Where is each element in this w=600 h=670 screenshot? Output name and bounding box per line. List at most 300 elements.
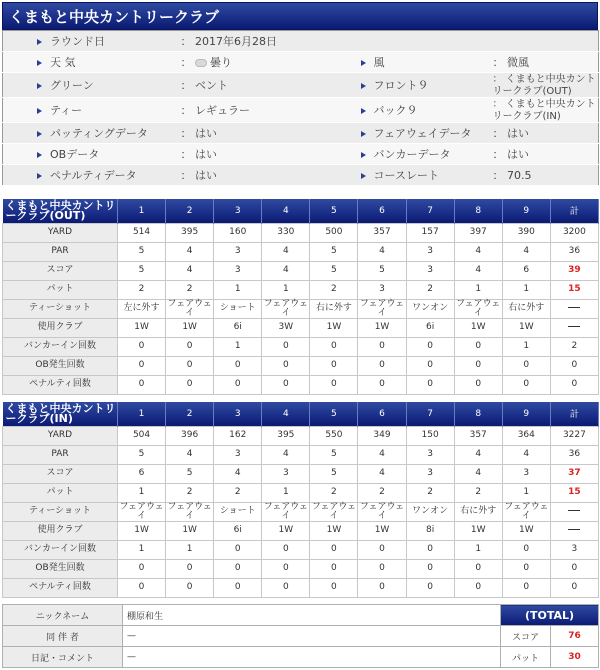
info-value: ： ベント xyxy=(180,78,228,92)
bullet-icon xyxy=(361,131,366,137)
row-label: バンカーイン回数 xyxy=(3,540,118,559)
info-row xyxy=(3,165,599,186)
score-cell: 1W xyxy=(118,521,166,540)
score-cell: 1 xyxy=(262,483,310,502)
hole-number: 9 xyxy=(502,402,550,426)
score-cell: 0 xyxy=(214,559,262,578)
score-cell: フェアウェイ xyxy=(311,501,357,521)
row-label: ティーショット xyxy=(3,502,118,521)
summary-footer xyxy=(2,604,599,668)
row-label: パット xyxy=(3,280,118,299)
score-cell: 0 xyxy=(118,578,166,597)
score-cell: 397 xyxy=(454,223,502,242)
score-cell: 1W xyxy=(310,521,358,540)
score-cell: 0 xyxy=(262,540,310,559)
score-cell: 15 xyxy=(550,280,598,299)
info-value: ： はい xyxy=(180,126,217,140)
score-cell: 514 xyxy=(118,223,166,242)
score-cell: フェアウェイ xyxy=(359,501,405,521)
score-cell: 0 xyxy=(166,578,214,597)
score-cell: 0 xyxy=(358,337,406,356)
row-label: ペナルティ回数 xyxy=(3,375,118,394)
hole-number: 計 xyxy=(550,199,598,223)
bullet-icon xyxy=(361,83,366,89)
bullet-icon xyxy=(37,108,42,114)
score-cell: 1 xyxy=(262,280,310,299)
score-cell: 4 xyxy=(358,464,406,483)
score-cell: 349 xyxy=(358,426,406,445)
score-cell: 0 xyxy=(550,559,598,578)
table-row xyxy=(3,464,599,483)
score-cell: ワンオン xyxy=(406,299,454,318)
bullet-icon xyxy=(361,152,366,158)
score-cell: 2 xyxy=(550,337,598,356)
score-cell: 1W xyxy=(502,521,550,540)
score-cell: 4 xyxy=(166,242,214,261)
score-cell xyxy=(550,502,598,521)
info-row xyxy=(3,144,599,165)
score-cell: フェアウェイ xyxy=(456,298,501,318)
score-cell: 0 xyxy=(406,337,454,356)
score-cell: 4 xyxy=(262,445,310,464)
score-cell: 0 xyxy=(310,578,358,597)
total-header: (TOTAL) xyxy=(501,605,599,626)
table-row xyxy=(3,559,599,578)
score-cell: 8i xyxy=(406,521,454,540)
hole-number: 3 xyxy=(214,199,262,223)
score-cell: 3 xyxy=(406,242,454,261)
score-cell: 0 xyxy=(358,578,406,597)
score-cell: 0 xyxy=(262,559,310,578)
bullet-icon xyxy=(361,108,366,114)
score-cell: 0 xyxy=(310,540,358,559)
row-label: バンカーイン回数 xyxy=(3,337,118,356)
score-cell: 504 xyxy=(118,426,166,445)
score-cell: 3 xyxy=(214,242,262,261)
row-label: 使用クラブ xyxy=(3,521,118,540)
row-label: OB発生回数 xyxy=(3,356,118,375)
score-cell: 3 xyxy=(358,280,406,299)
score-cell: 4 xyxy=(358,242,406,261)
row-label: OB発生回数 xyxy=(3,559,118,578)
table-row xyxy=(3,356,599,375)
score-cell: 6i xyxy=(214,521,262,540)
score-cell: 157 xyxy=(406,223,454,242)
score-cell: 3 xyxy=(406,464,454,483)
score-cell: 0 xyxy=(118,356,166,375)
table-row xyxy=(3,261,599,280)
info-label: コースレート xyxy=(373,168,439,182)
score-cell: 4 xyxy=(262,242,310,261)
hole-number: 5 xyxy=(310,402,358,426)
score-cell: 3 xyxy=(406,261,454,280)
score-cell: ショート xyxy=(214,502,262,521)
score-cell xyxy=(550,299,598,318)
score-cell: 0 xyxy=(454,337,502,356)
score-cell: フェアウェイ xyxy=(119,501,164,521)
score-cell: 1 xyxy=(502,337,550,356)
score-cell: 1 xyxy=(118,483,166,502)
score-cell: 2 xyxy=(118,280,166,299)
score-cell: 2 xyxy=(358,483,406,502)
hole-number: 1 xyxy=(118,199,166,223)
bullet-icon xyxy=(361,173,366,179)
info-label: 天 気 xyxy=(50,55,76,69)
score-cell: 396 xyxy=(166,426,214,445)
hole-number: 7 xyxy=(406,199,454,223)
score-cell: 5 xyxy=(310,261,358,280)
table-row xyxy=(3,521,599,540)
score-cell: 0 xyxy=(406,375,454,394)
total-score-value: 76 xyxy=(551,626,599,647)
info-row xyxy=(3,123,599,144)
table-row xyxy=(3,299,599,318)
score-cell: 0 xyxy=(550,578,598,597)
dash-mark xyxy=(568,307,580,308)
score-cell: 0 xyxy=(310,375,358,394)
info-label: パッティングデータ xyxy=(50,126,148,140)
score-cell: 4 xyxy=(454,261,502,280)
score-cell: 0 xyxy=(262,356,310,375)
score-cell: 4 xyxy=(262,261,310,280)
score-cell: 0 xyxy=(310,337,358,356)
score-cell: 4 xyxy=(454,464,502,483)
score-cell: 2 xyxy=(454,483,502,502)
hole-number: 5 xyxy=(310,199,358,223)
score-cell: 162 xyxy=(214,426,262,445)
score-cell: 1W xyxy=(166,318,214,337)
dash-mark xyxy=(568,326,580,327)
score-cell: 5 xyxy=(310,445,358,464)
round-info-table xyxy=(2,30,599,186)
table-row xyxy=(3,337,599,356)
score-cell: 1W xyxy=(454,521,502,540)
score-cell: 2 xyxy=(166,483,214,502)
info-value: ： はい xyxy=(180,147,217,161)
score-cell: 左に外す xyxy=(118,299,166,318)
table-row xyxy=(3,318,599,337)
score-cell: 3200 xyxy=(550,223,598,242)
info-value: ： レギュラー xyxy=(180,103,250,117)
score-cell: 550 xyxy=(310,426,358,445)
info-label: バック９ xyxy=(373,103,418,117)
total-score-label: スコア xyxy=(501,626,551,647)
score-cell: 1W xyxy=(358,521,406,540)
hole-number: 2 xyxy=(166,402,214,426)
score-cell: 15 xyxy=(550,483,598,502)
hole-number: 8 xyxy=(454,199,502,223)
score-cell: 1 xyxy=(118,540,166,559)
score-cell: 0 xyxy=(550,356,598,375)
score-cell: 3W xyxy=(262,318,310,337)
table-row xyxy=(3,502,599,521)
info-label: ティー xyxy=(50,103,83,117)
hole-number: 4 xyxy=(262,402,310,426)
score-cell: 0 xyxy=(166,375,214,394)
score-cell: 6 xyxy=(118,464,166,483)
hole-number: 6 xyxy=(358,402,406,426)
score-cell xyxy=(550,318,598,337)
row-label: スコア xyxy=(3,261,118,280)
score-cell: 500 xyxy=(310,223,358,242)
score-header-row xyxy=(3,199,599,223)
score-cell: 1 xyxy=(454,280,502,299)
score-cell: 0 xyxy=(262,578,310,597)
score-cell: 0 xyxy=(214,356,262,375)
score-cell: フェアウェイ xyxy=(263,501,308,521)
score-cell: 39 xyxy=(550,261,598,280)
score-cell: 3 xyxy=(214,261,262,280)
score-cell: 6i xyxy=(406,318,454,337)
info-row xyxy=(3,73,599,98)
table-row xyxy=(3,483,599,502)
score-cell: 4 xyxy=(166,261,214,280)
hole-number: 4 xyxy=(262,199,310,223)
score-cell: 0 xyxy=(310,559,358,578)
info-value: ： はい xyxy=(492,126,529,140)
score-cell: 0 xyxy=(214,578,262,597)
score-cell: 4 xyxy=(502,445,550,464)
hole-number: 7 xyxy=(406,402,454,426)
score-cell: 0 xyxy=(262,375,310,394)
row-label: YARD xyxy=(3,426,118,445)
score-cell: 0 xyxy=(310,356,358,375)
info-label: バンカーデータ xyxy=(373,147,451,161)
score-cell: 150 xyxy=(406,426,454,445)
bullet-icon xyxy=(37,131,42,137)
score-cell: 0 xyxy=(166,337,214,356)
bullet-icon xyxy=(37,39,42,45)
info-label: フェアウェイデータ xyxy=(373,126,472,140)
score-cell: 0 xyxy=(214,540,262,559)
info-value: ： 70.5 xyxy=(492,168,532,182)
score-cell: 0 xyxy=(406,578,454,597)
score-cell: 3227 xyxy=(550,426,598,445)
info-label: ラウンド日 xyxy=(50,34,105,48)
score-cell: 5 xyxy=(118,445,166,464)
score-cell: ワンオン xyxy=(406,502,454,521)
score-cell: 1W xyxy=(118,318,166,337)
score-cell: 5 xyxy=(310,464,358,483)
row-label: スコア xyxy=(3,464,118,483)
score-cell: 0 xyxy=(166,356,214,375)
score-cell: 0 xyxy=(358,559,406,578)
score-cell: 395 xyxy=(262,426,310,445)
score-cell: 2 xyxy=(406,280,454,299)
score-cell: 1 xyxy=(166,540,214,559)
score-cell: 0 xyxy=(406,356,454,375)
score-cell: 0 xyxy=(502,375,550,394)
dash-mark xyxy=(568,529,580,530)
score-cell: 1W xyxy=(454,318,502,337)
info-value: ： 微風 xyxy=(492,55,529,69)
score-cell: 4 xyxy=(454,242,502,261)
comment-label: 日記・コメント xyxy=(3,647,123,668)
companion-value: — xyxy=(123,626,501,647)
score-cell: 395 xyxy=(166,223,214,242)
score-cell: 160 xyxy=(214,223,262,242)
weather-colon: ： xyxy=(180,55,192,69)
hole-number: 9 xyxy=(502,199,550,223)
comment-value: — xyxy=(123,647,501,668)
table-row xyxy=(3,578,599,597)
nickname-value: 棚原和生 xyxy=(123,605,501,626)
table-row xyxy=(3,445,599,464)
bullet-icon xyxy=(361,60,366,66)
score-cell: フェアウェイ xyxy=(504,501,549,521)
score-cell: 2 xyxy=(310,483,358,502)
score-cell: 390 xyxy=(502,223,550,242)
score-cell: フェアウェイ xyxy=(359,298,405,318)
course-title: くまもと中央カントリークラブ xyxy=(2,2,598,30)
score-cell: 2 xyxy=(214,483,262,502)
score-cell: 357 xyxy=(454,426,502,445)
score-cell: 1 xyxy=(502,483,550,502)
cloud-icon xyxy=(195,59,207,67)
score-cell: 357 xyxy=(358,223,406,242)
total-putt-label: パット xyxy=(501,647,551,668)
score-cell: 330 xyxy=(262,223,310,242)
score-cell: 0 xyxy=(454,375,502,394)
row-label: パット xyxy=(3,483,118,502)
score-cell: 0 xyxy=(358,356,406,375)
out-scorecard xyxy=(2,199,599,395)
score-cell: 1W xyxy=(310,318,358,337)
bullet-icon xyxy=(37,60,42,66)
score-cell: 0 xyxy=(262,337,310,356)
info-label: フロント９ xyxy=(373,78,429,92)
score-cell: 0 xyxy=(454,356,502,375)
score-cell: 4 xyxy=(166,445,214,464)
info-value: ： 2017年6月28日 xyxy=(180,34,277,48)
info-label: 風 xyxy=(373,55,385,69)
hole-number: 3 xyxy=(214,402,262,426)
hole-number: 1 xyxy=(118,402,166,426)
info-value: ： くまもと中央カントリークラブ(IN) xyxy=(492,99,596,122)
score-cell: 1W xyxy=(166,521,214,540)
info-row xyxy=(3,98,599,123)
score-cell: 0 xyxy=(502,559,550,578)
row-label: ティーショット xyxy=(3,299,118,318)
score-cell: 5 xyxy=(358,261,406,280)
nickname-label: ニックネーム xyxy=(3,605,123,626)
score-cell: 0 xyxy=(502,356,550,375)
score-cell: 37 xyxy=(550,464,598,483)
info-label: OBデータ xyxy=(50,147,100,161)
score-cell: 0 xyxy=(406,540,454,559)
row-label: PAR xyxy=(3,445,118,464)
score-cell: 右に外す xyxy=(454,502,502,521)
score-cell: 36 xyxy=(550,445,598,464)
score-cell: 5 xyxy=(118,242,166,261)
score-cell: 0 xyxy=(118,559,166,578)
info-value: ： くまもと中央カントリークラブ(OUT) xyxy=(492,74,596,97)
score-cell: 1 xyxy=(214,280,262,299)
score-cell: 0 xyxy=(454,578,502,597)
score-cell: 3 xyxy=(214,445,262,464)
dash-mark xyxy=(568,510,580,511)
score-cell: 1 xyxy=(502,280,550,299)
in-scorecard xyxy=(2,402,599,598)
score-cell: フェアウェイ xyxy=(167,501,212,521)
bullet-icon xyxy=(37,173,42,179)
score-cell: 1 xyxy=(214,337,262,356)
score-cell: 右に外す xyxy=(502,299,550,318)
score-cell: 2 xyxy=(310,280,358,299)
hole-number: 8 xyxy=(454,402,502,426)
info-value: 曇り xyxy=(210,55,232,69)
score-cell: 1W xyxy=(262,521,310,540)
score-cell: 4 xyxy=(502,242,550,261)
hole-number: 2 xyxy=(166,199,214,223)
info-label: グリーン xyxy=(50,78,94,92)
row-label: PAR xyxy=(3,242,118,261)
score-cell: 36 xyxy=(550,242,598,261)
info-row xyxy=(3,52,599,73)
score-cell: 0 xyxy=(358,540,406,559)
score-cell: 364 xyxy=(502,426,550,445)
table-row xyxy=(3,223,599,242)
score-cell: 0 xyxy=(550,375,598,394)
score-header-row xyxy=(3,402,599,426)
table-row xyxy=(3,540,599,559)
row-label: 使用クラブ xyxy=(3,318,118,337)
score-cell: 3 xyxy=(262,464,310,483)
info-label: ペナルティデータ xyxy=(50,168,137,182)
score-cell: 0 xyxy=(214,375,262,394)
hole-number: 6 xyxy=(358,199,406,223)
table-row xyxy=(3,280,599,299)
info-value: ： はい xyxy=(492,147,529,161)
score-cell: フェアウェイ xyxy=(167,298,212,318)
score-cell: 0 xyxy=(502,578,550,597)
info-value: ： はい xyxy=(180,168,217,182)
row-label: ペナルティ回数 xyxy=(3,578,118,597)
score-cell: 5 xyxy=(118,261,166,280)
info-row xyxy=(3,31,599,52)
score-cell: フェアウェイ xyxy=(263,298,308,318)
score-cell: 1 xyxy=(454,540,502,559)
score-cell: 1W xyxy=(358,318,406,337)
score-cell: 2 xyxy=(406,483,454,502)
score-cell: 3 xyxy=(550,540,598,559)
score-cell: 0 xyxy=(454,559,502,578)
score-cell: ショート xyxy=(214,299,262,318)
score-cell: 右に外す xyxy=(310,299,358,318)
score-cell: 4 xyxy=(454,445,502,464)
score-cell: 4 xyxy=(358,445,406,464)
score-cell: 2 xyxy=(166,280,214,299)
score-cell: 0 xyxy=(406,559,454,578)
score-cell: 3 xyxy=(502,464,550,483)
table-row xyxy=(3,242,599,261)
score-cell: 0 xyxy=(118,337,166,356)
score-cell: 6i xyxy=(214,318,262,337)
score-cell: 5 xyxy=(310,242,358,261)
score-cell: 0 xyxy=(166,559,214,578)
score-cell xyxy=(550,521,598,540)
score-cell: 4 xyxy=(214,464,262,483)
bullet-icon xyxy=(37,83,42,89)
score-cell: 0 xyxy=(118,375,166,394)
score-cell: 1W xyxy=(502,318,550,337)
score-cell: 0 xyxy=(502,540,550,559)
score-cell: 6 xyxy=(502,261,550,280)
score-cell: 5 xyxy=(166,464,214,483)
table-row xyxy=(3,426,599,445)
total-putt-value: 30 xyxy=(551,647,599,668)
scorecard-title: くまもと中央カントリークラブ(IN) xyxy=(3,402,118,426)
